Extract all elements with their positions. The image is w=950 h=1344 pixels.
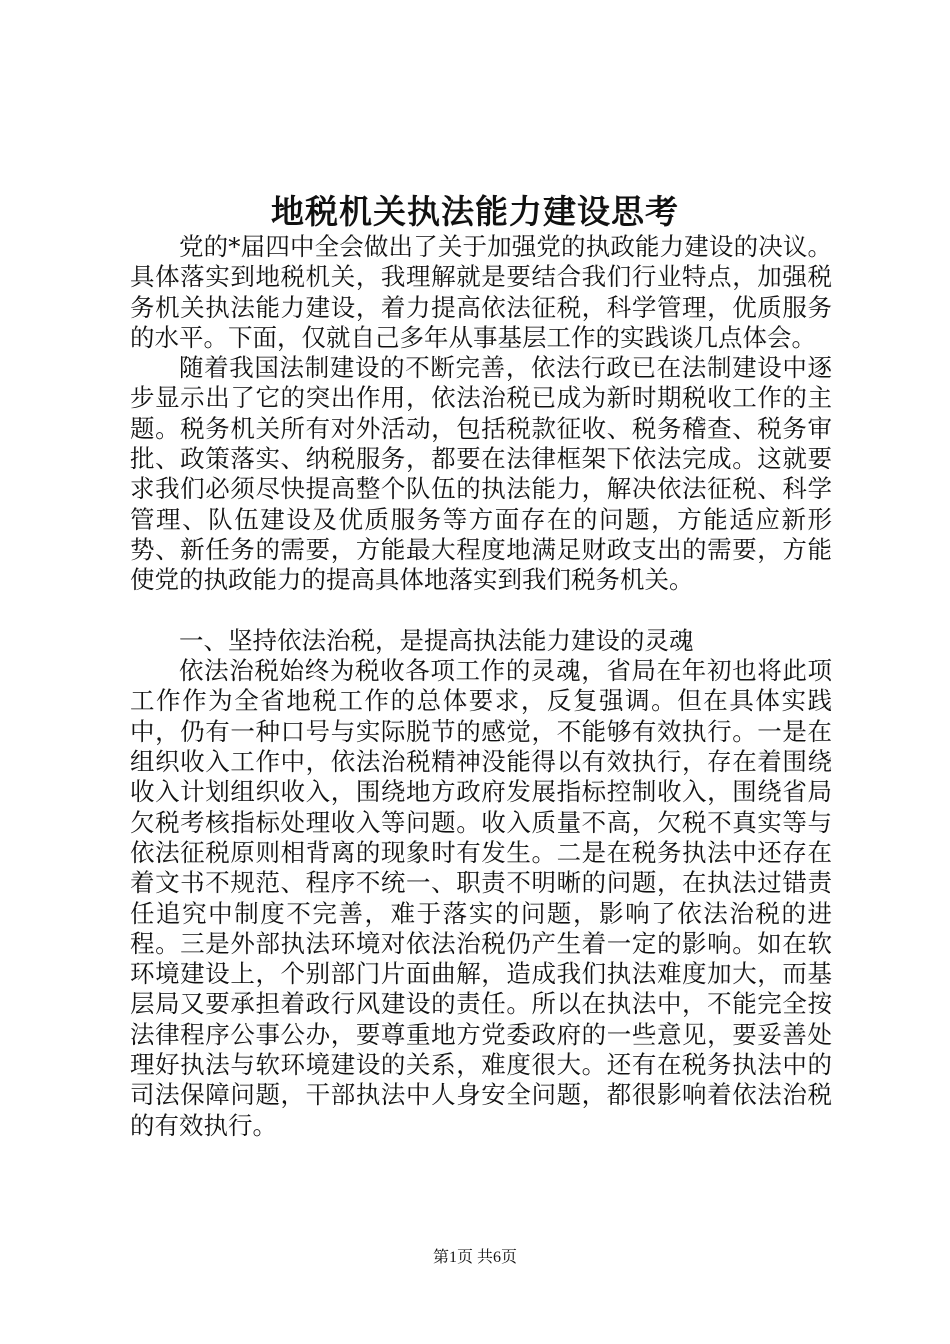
paragraph-intro: 党的*届四中全会做出了关于加强党的执政能力建设的决议。具体落实到地税机关，我理解就是要结合我们行业特点，加强税务机关执法能力建设，着力提高依法征税，科学管理，优质服务的水平。下面，仅就自己多年从事基层工作的实践谈几点体会。 xyxy=(130,232,832,352)
section-heading: 一、坚持依法治税，是提高执法能力建设的灵魂 xyxy=(179,625,694,655)
document-body xyxy=(130,232,832,1141)
section-paragraph: 依法治税始终为税收各项工作的灵魂，省局在年初也将此项工作作为全省地税工作的总体要求，反复强调。但在具体实践中，仍有一种口号与实际脱节的感觉，不能够有效执行。一是在组织收入工作中，依法治税精神没能得以有效执行，存在着围绕收入计划组织收入，围绕地方政府发展指标控制收入，围绕省局欠税考核指标处理收入等问题。收入质量不高，欠税不真实等与依法征税原则相背离的现象时有发生。二是在税务执法中还存在着文书不规范、程序不统一、职责不明晰的问题，在执法过错责任追究中制度不完善，难于落实的问题，影响了依法治税的进程。三是外部执法环境对依法治税仍产生着一定的影响。如在软环境建设上，个别部门片面曲解，造成我们执法难度加大，而基层局又要承担着政行风建设的责任。所以在执法中，不能完全按法律程序公事公办，要尊重地方党委政府的一些意见，要妥善处理好执法与软环境建设的关系，难度很大。还有在税务执法中的司法保障问题，干部执法中人身安全问题，都很影响着依法治税的有效执行。 xyxy=(130,656,832,1140)
document-title: 地税机关执法能力建设思考 xyxy=(271,192,679,231)
page-footer: 第1页 共6页 xyxy=(432,1249,517,1266)
paragraph-background: 随着我国法制建设的不断完善，依法行政已在法制建设中逐步显示出了它的突出作用，依法治税已成为新时期税收工作的主题。税务机关所有对外活动，包括税款征收、税务稽查、税务审批、政策落实、纳税服务，都要在法律框架下依法完成。这就要求我们必须尽快提高整个队伍的执法能力，解决依法征税、科学管理、队伍建设及优质服务等方面存在的问题，方能适应新形势、新任务的需要，方能最大程度地满足财政支出的需要，方能使党的执政能力的提高具体地落实到我们税务机关。 xyxy=(130,353,832,595)
